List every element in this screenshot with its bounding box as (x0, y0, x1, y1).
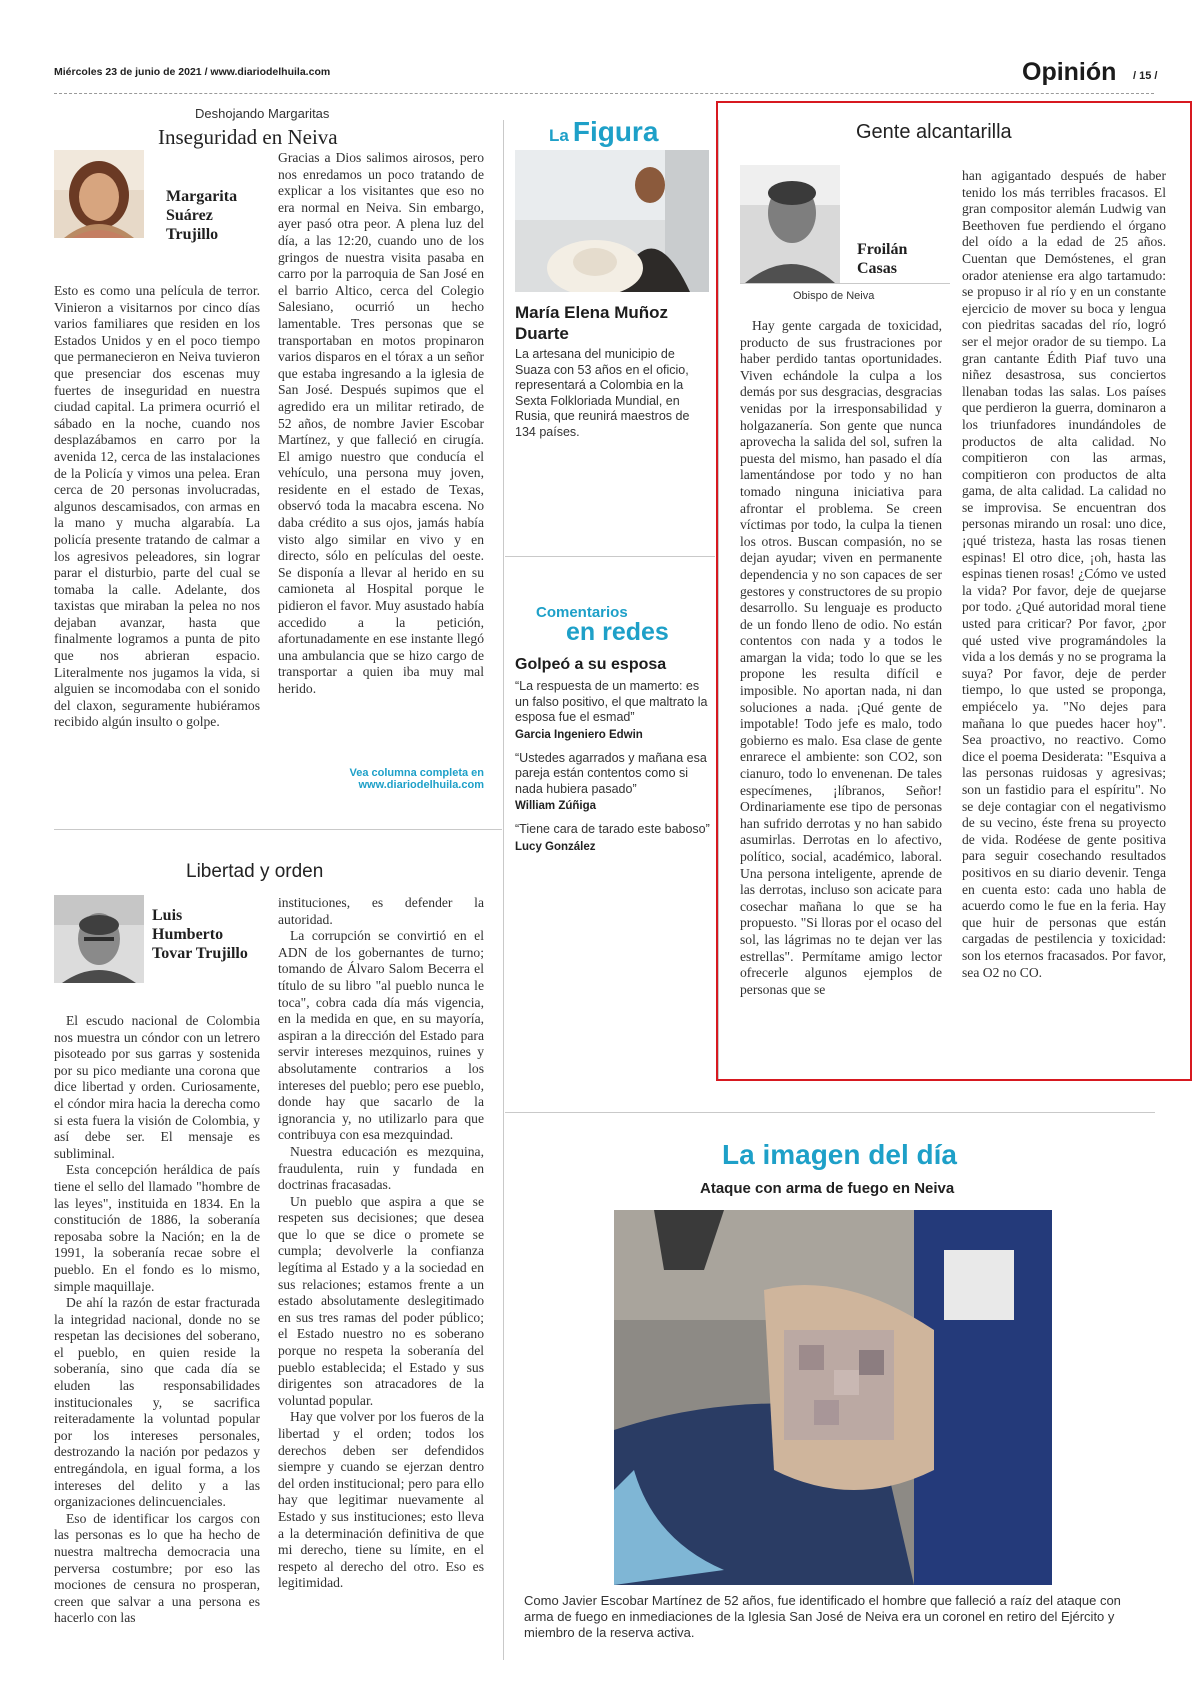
date-site-line: Miércoles 23 de junio de 2021 / www.diariodelhuila.com (54, 66, 331, 78)
page-number: / 15 / (1133, 70, 1158, 82)
article-body-col1b (278, 150, 484, 766)
paragraph: Hay que volver por los fueros de la libertad y el orden; todos los derechos deben ser defendidos siempre y cuando se ejerzan dentro del orden institucional; pero para ello hay que legitimar nuevamente al Estado y sus instituciones; esto lleva a la determinación definitiva de que mi derecho, tiene su límite, en el respeto al derecho del otro. Eso es legitimidad. (278, 1409, 484, 1591)
article-body-col2a (54, 1013, 260, 1643)
imagen-subtitle: Ataque con arma de fuego en Neiva (700, 1180, 955, 1197)
article-headline: Inseguridad en Neiva (158, 125, 338, 149)
paragraph: Esto es como una película de terror. Vinieron a visitarnos por cinco días varios familiares que residen en los Estados Unidos y en el poco tiempo que permanecieron en Neiva tuvieron que presenciar dos escenas muy fuertes de inseguridad en nuestra ciudad capital. La primera ocurrió el sábado en la noche, cuando nos desplazábamos en carro por la avenida 12, cerca de las instalaciones de la Policía y vimos una pelea. Eran cerca de 20 personas involucradas, algunos descamisados, con armas en la mano y mucha algarabía. La policía presente tratando de calmar a los agresivos peleadores, sin lograr parar el disturbio, parte del cual se tomaba la calle. Adelante, dos taxistas que miraban la pelea no nos dejaban avanzar, hasta que finalmente logramos a punta de pito que nos abrieran espacio. Literalmente nos jugamos la vida, si alguien se incomodaba con el sonido del claxon, seguramente hubiéramos recibido algún insulto o golpe. (54, 283, 260, 730)
la-figura-la: La (549, 126, 569, 145)
paragraph: Gracias a Dios salimos airosos, pero nos enredamos un poco tratando de explicar a los visitantes que eso no era normal en Neiva. Sin embargo, ayer pasó otra peor. A plena luz del día, a las 12:20, cuando uno de los gringos de nuestra visita pasaba en carro por la parroquia de San José en el barrio Altico, cerca del Colegio Salesiano, ocurrió un hecho lamentable. Tres personas que se transportaban en motos propinaron varios disparos en el tórax a un señor que estaba ingresando a la iglesia de San José. Después supimos que el agredido era un militar retirado, de 52 años, de nombre Javier Escobar Martínez, y que falleció en cirugía. El amigo nuestro que conducía el vehículo, una persona muy joven, residente en el estado de Texas, observó toda la macabra escena. No daba crédito a sus ojos, jamás había visto algo similar en vivo y en directo, sólo en películas del oeste. Se disponía a llevar al herido en su camioneta al Hospital porque le pidieron el favor. Muy asustado había accedido a la petición, afortunadamente en ese instante llegó una ambulancia que se hizo cargo de transportar a quien iba muy mal herido. (278, 150, 484, 696)
author-name: Froilán Casas (857, 241, 908, 277)
article-body-gente-a (740, 318, 942, 1058)
author-photo (740, 165, 840, 283)
paragraph: Un pueblo que aspira a que se respeten sus decisiones; que desea que lo que se dice o promete se cumpla; devolverle la confianza legítima al Estado y a la sociedad en sus relaciones; estamos frente a un estado absolutamente deslegitimado en sus tres ramas del poder público; el Estado nuestro no es soberano porque no respeta la soberanía del pueblo establecida; el Estado y sus dirigentes son atracadores de la voluntad popular. (278, 1193, 484, 1408)
paragraph: instituciones, es defender la autoridad. (278, 895, 484, 927)
author-name: Margarita Suárez Trujillo (166, 188, 238, 243)
paragraph: El escudo nacional de Colombia nos muestra un cóndor con un letrero pisoteado por sus garras y sostenida por su pico mediante una corona que dice libertad y orden. Curiosamente, el cóndor mira hacia la derecha como si esta fuera la visión de Colombia, y así debe ser. El mensaje es subliminal. (54, 1013, 260, 1161)
la-figura-heading (549, 116, 658, 148)
section-title: Opinión (1022, 58, 1117, 86)
link-line: www.diariodelhuila.com (358, 779, 484, 791)
paragraph: Esta concepción heráldica de país tiene el sello del llamado "hombre de las leyes", instituida en 1834. En la constitución de 1886, la soberanía reposaba sobre la Nación; en la de 1991, la soberanía recae sobre el pueblo. En el fondo es lo mismo, simple maquillaje. (54, 1162, 260, 1294)
article-headline: Libertad y orden (186, 861, 324, 882)
section-divider (505, 1112, 1155, 1113)
figura-description: La artesana del municipio de Suaza con 53 años en el oficio, representará a Colombia en la Sexta Folkloriada Mundial, en Rusia, que reunirá maestros de 134 países. (515, 347, 690, 439)
section-divider (505, 556, 715, 557)
comment-quote: “La respuesta de un mamerto: es un falso positivo, el que maltrato la esposa fue el esmad” (515, 679, 708, 724)
paragraph: Hay gente cargada de toxicidad, producto de sus frustraciones por haber perdido tantas oportunidades. Viven echándole la culpa a los demás por sus desgracias, desgracias venidas por la irresponsabilidad y holgazanería. Son gente que nunca aprovecha la salida del sol, sufren la puesta del mismo, han pasado el día lamentándose por todo y no han tomado ninguna iniciativa para afrontar el problema. Se creen víctimas por todo, la culpa la tienen los otros. Buscan compasión, no se dejan ayudar; viven en permanente dependencia y no son capaces de ser gestores y constructores de su propio desarrollo. Su lenguaje es producto de un fondo lleno de odio. No están contentos con nada y a todos le amargan la vida; todo lo que se les propone les resulta difícil e imposible. No aportan nada, ni dan soluciones a nada. ¡Qué gente de impotable! Todo jefe es malo, todo gobierno es malo. Esa clase de gente enrarece el ambiente: son CO2, son cianuro, todo lo envenenan. De tales especímenes, ¡líbranos, Señor! Ordinariamente ese tipo de personas han sufrido derrotas y no han sabido asumirlas. Derrotas en lo afectivo, político, social, académico, laboral. Una persona inteligente, aprende de las derrotas, incluso son acicate para cosechar mañana lo que se ha propuesto. "Si lloras por el ocaso del sol, las lágrimas no te dejan ver las estrellas". Permítame amigo lector ofrecerle algunos ejemplos de personas que se (740, 318, 942, 997)
author-name: Luis Humberto Tovar Trujillo (152, 907, 248, 962)
en-redes-label: en redes (566, 618, 669, 646)
author-photo (54, 895, 144, 983)
article-body-col1a (54, 283, 260, 803)
paragraph: han agigantado después de haber tenido los más terribles fracasos. El gran compositor alemán Ludwig van Beethoven fue perdiendo el órgano del oído a la edad de 25 años. Cuentan que Demóstenes, el gran orador ateniense era algo tartamudo: se propuso ir al río y en un constante ejercicio de mover su boca y lengua con piedritas sacadas del río, logró ser el mejor orador de su tiempo. La gran cantante Édith Piaf tuvo una niñez desastrosa, sus conciertos llenaban todas las salas. Los países que perdieron la guerra, dominaron a los triunfadores inundándoles de productos de alta calidad. No compitieron con las armas, compitieron con productos de alta gama, de alta calidad. La calidad no se improvisa. Se encuentran dos personas mirando un rosal: uno dice, ¡qué tristeza, hasta las rosas tienen espinas! El otro dice, ¡oh, hasta las espinas tienen rosas! ¿Cómo ve usted la vida? Por favor, deje de quejarse por todo. ¿Qué autoridad moral tiene usted para criticar? Por favor, ¿por qué usted vive programándoles la vida a los demás y no se programa la suya? Por favor, deje de perder tiempo, lo que usted se proponga, empiécelo ya. "No dejes para mañana lo que puedes hacer hoy". Sea proactivo, no reactivo. Como dice el poema Desiderata: "Esquiva a las personas ruidosas y agresivas; son un fastidio para el espíritu". No se deje contagiar con el negativismo de su vecino, éste frena su proyecto de vida. Rodéese de gente positiva para seguir cosechando resultados positivos en su diario devenir. Tenga en cuenta esto: cada uno habla de acuerdo como le fue en la feria. Hay que huir de personas que están cargadas de pestilencia y toxicidad: son los eternos fracasados. Por favor, sea O2 no CO. (962, 168, 1166, 980)
comment-author: William Zúñiga (515, 800, 597, 812)
comentarios-title: Golpeó a su esposa (515, 656, 667, 673)
paragraph: La corrupción se convirtió en el ADN de los gobernantes de turno; tomando de Álvaro Salom Becerra el título de su libro "al pueblo nunca le toca", cobra cada día más vigencia, en la medida en que, en su mayoría, aspiran a la dirección del Estado para servir intereses mezquinos, ruines y absolutamente contrarios a los intereses del pueblo; pero ese pueblo, donde hay que sacarlo de la ignorancia y, no utilizarlo para que contribuya con esa mezquindad. (278, 928, 484, 1143)
comment-list (515, 679, 711, 853)
section-divider (54, 829, 502, 830)
figura-photo (515, 150, 709, 292)
imagen-title: La imagen del día (722, 1139, 957, 1170)
full-column-link[interactable] (334, 767, 484, 791)
comment-author: Garcia Ingeniero Edwin (515, 728, 643, 741)
comment-quote: “Tiene cara de tarado este baboso” (515, 822, 710, 836)
paragraph: De ahí la razón de estar fracturada la integridad nacional, donde no se respetan las decisiones del soberano, el pueblo, en quien reside la soberanía, sino que cada día se eluden las responsabilidades institucionales y, se sacrifica reiteradamente la voluntad popular por los intereses personales, destrozando la nación por pedazos y entregándola, en igual forma, a los intereses del delito y a las organizaciones delincuenciales. (54, 1295, 260, 1510)
imagen-photo (614, 1210, 1052, 1585)
imagen-caption: Como Javier Escobar Martínez de 52 años, fue identificado el hombre que falleció a raíz del ataque con arma de fuego en inmediaciones de la Iglesia San José de Neiva era un coronel en retiro del Ejército y miembro de la reserva activa. (524, 1593, 1121, 1640)
article-headline: Gente alcantarilla (856, 121, 1012, 143)
header-rule (54, 93, 1154, 94)
article-body-gente-b (962, 168, 1166, 1058)
column-kicker: Deshojando Margaritas (195, 106, 330, 121)
comment-item (515, 822, 711, 853)
article-body-col2b (278, 895, 484, 1643)
comentarios-label: Comentarios (536, 604, 628, 621)
comment-author: Lucy González (515, 840, 596, 853)
figura-name: María Elena Muñoz Duarte (515, 303, 669, 343)
author-rule (740, 283, 950, 284)
author-role: Obispo de Neiva (793, 290, 875, 302)
paragraph: Eso de identificar los cargos con las personas es lo que ha hecho de nuestra maltrecha democracia una perversa costumbre; por eso las mociones de censura no prosperan, creen que salvar a una persona es hacerlo con las (54, 1510, 260, 1626)
author-photo (54, 150, 144, 238)
paragraph: Nuestra educación es mezquina, fraudulenta, ruin y fundada en doctrinas fracasadas. (278, 1143, 484, 1193)
la-figura-word: Figura (572, 116, 659, 147)
comment-item (515, 751, 711, 813)
comment-item (515, 679, 711, 741)
comment-quote: “Ustedes agarrados y mañana esa pareja están contentos como si nada hubiera pasado” (515, 750, 707, 796)
link-line: Vea columna completa en (349, 767, 484, 779)
column-divider (503, 120, 504, 1660)
